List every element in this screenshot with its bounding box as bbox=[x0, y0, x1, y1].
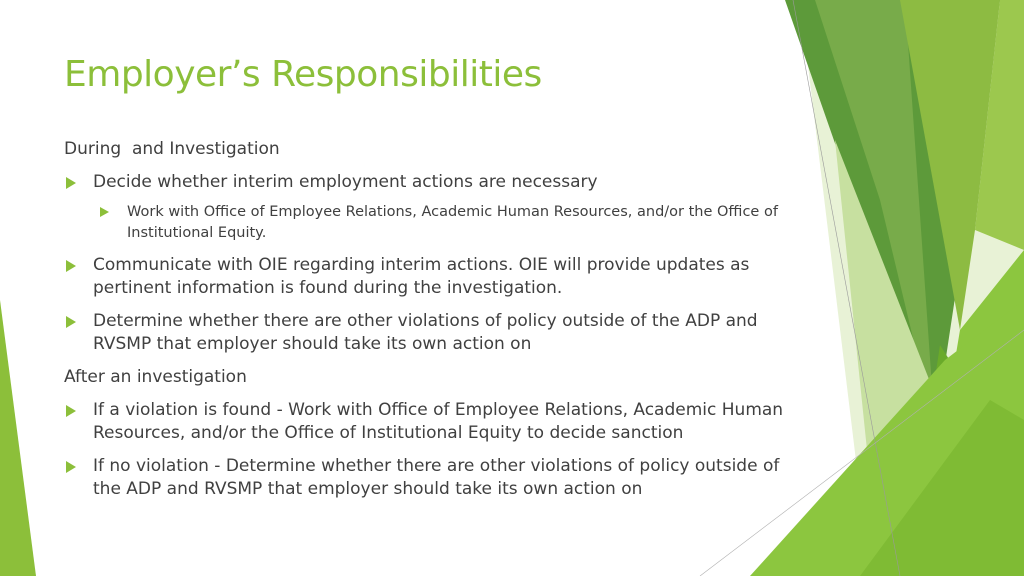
arrow-bullet-icon bbox=[66, 260, 76, 272]
bullet-item bbox=[64, 399, 784, 445]
section-heading-during: During and Investigation bbox=[64, 139, 280, 159]
sub-bullet-text: Work with Office of Employee Relations, Academic Human Resources, and/or the Office of Institutional Equity. bbox=[127, 204, 778, 241]
slide-content bbox=[64, 138, 784, 511]
bullet-text: Communicate with OIE regarding interim actions. OIE will provide updates as pertinent information is found during the investigation. bbox=[93, 255, 750, 298]
bullet-text: Determine whether there are other violations of policy outside of the ADP and RVSMP that employer should take its own action on bbox=[93, 311, 758, 354]
slide-title: Employer’s Responsibilities bbox=[64, 54, 542, 95]
section-heading-after: After an investigation bbox=[64, 367, 247, 387]
bullet-text: Decide whether interim employment actions are necessary bbox=[93, 172, 598, 192]
bullet-item bbox=[64, 310, 784, 356]
bullet-text: If a violation is found - Work with Office of Employee Relations, Academic Human Resources, and/or the Office of Institutional Equity to decide sanction bbox=[93, 400, 784, 443]
arrow-bullet-icon bbox=[66, 177, 76, 189]
sub-bullet-item bbox=[98, 202, 784, 244]
bullet-item bbox=[64, 171, 784, 194]
arrow-bullet-icon bbox=[66, 405, 76, 417]
bullet-item bbox=[64, 254, 784, 300]
bullet-item bbox=[64, 455, 784, 501]
arrow-bullet-icon bbox=[66, 461, 76, 473]
arrow-bullet-icon bbox=[66, 316, 76, 328]
bullet-text: If no violation - Determine whether there are other violations of policy outside of the ADP and RVSMP that employer should take its own action on bbox=[93, 456, 780, 499]
arrow-bullet-icon bbox=[100, 207, 109, 217]
